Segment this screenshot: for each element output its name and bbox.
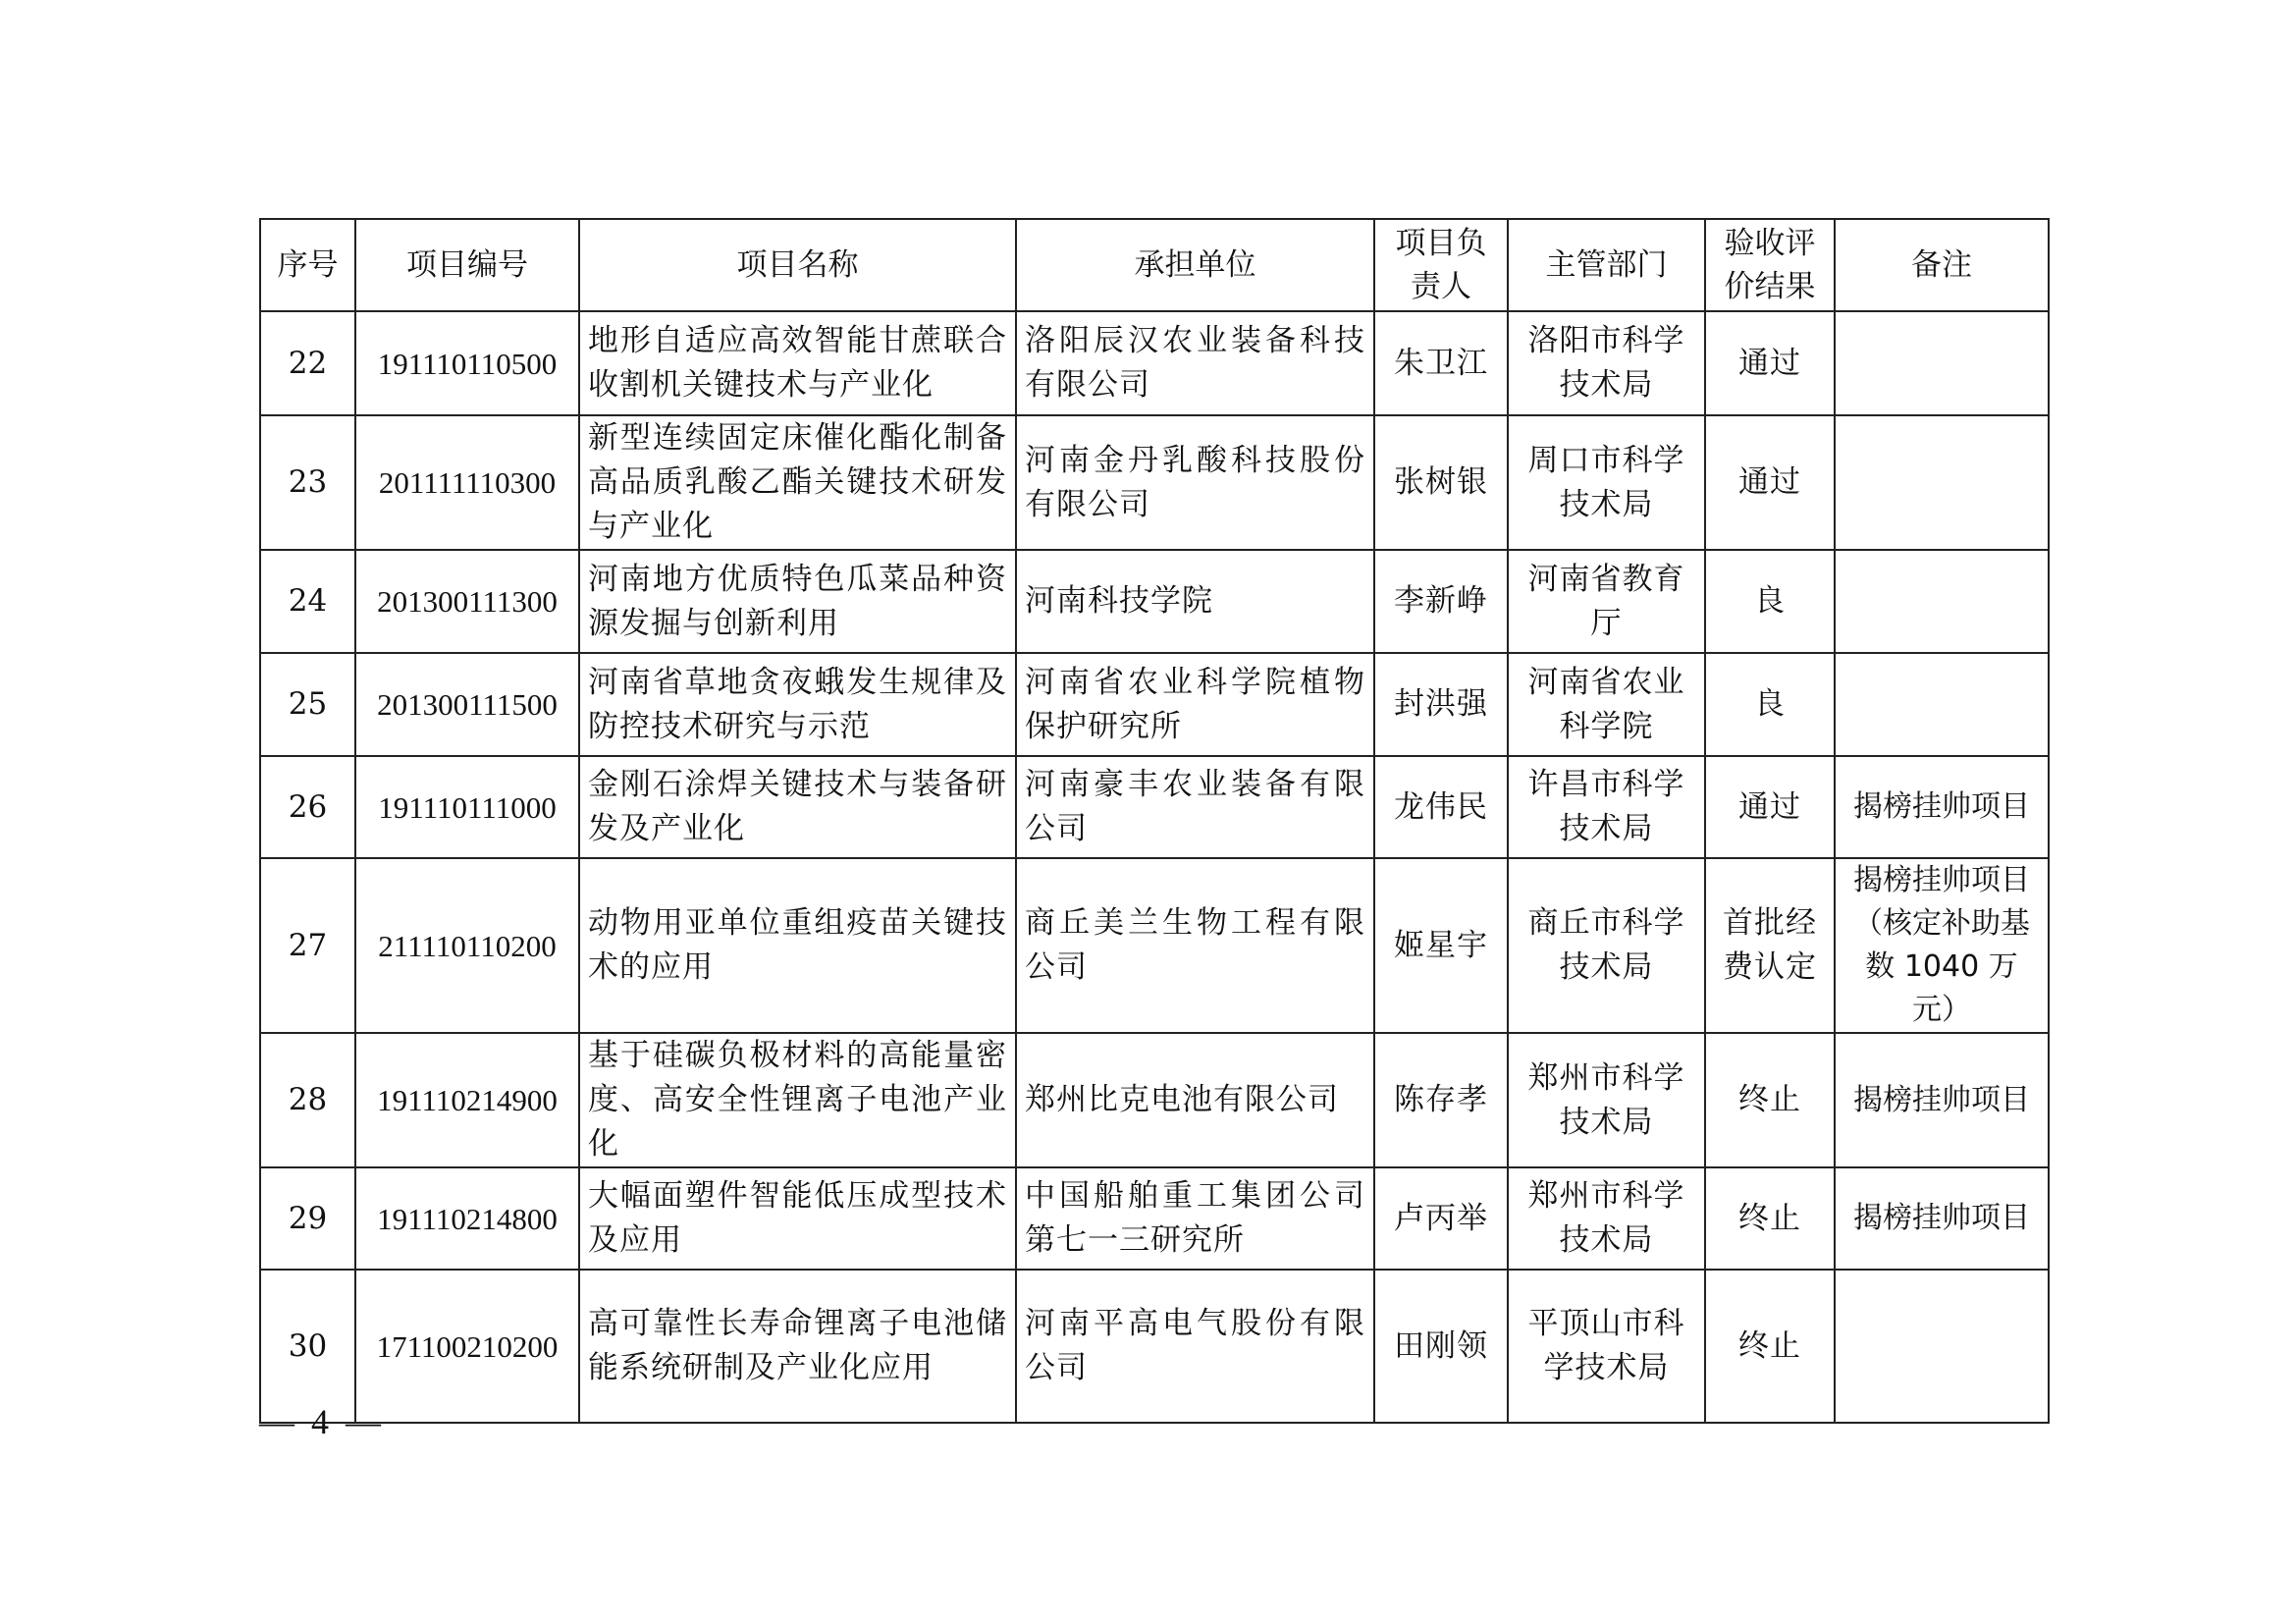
- cell-note: 揭榜挂帅项目: [1835, 756, 2049, 858]
- cell-seq: 27: [260, 858, 355, 1033]
- cell-unit: 河南金丹乳酸科技股份有限公司: [1016, 415, 1374, 550]
- cell-leader: 陈存孝: [1374, 1033, 1508, 1167]
- cell-result: 首批经费认定: [1705, 858, 1835, 1033]
- cell-code: 211110110200: [355, 858, 579, 1033]
- cell-name: 地形自适应高效智能甘蔗联合收割机关键技术与产业化: [579, 311, 1016, 415]
- cell-code: 201300111500: [355, 653, 579, 756]
- cell-note: [1835, 550, 2049, 653]
- cell-leader: 卢丙举: [1374, 1167, 1508, 1270]
- page-number: — 4 —: [259, 1402, 385, 1441]
- cell-seq: 24: [260, 550, 355, 653]
- cell-seq: 23: [260, 415, 355, 550]
- cell-unit: 河南省农业科学院植物保护研究所: [1016, 653, 1374, 756]
- cell-unit: 河南豪丰农业装备有限公司: [1016, 756, 1374, 858]
- cell-leader: 龙伟民: [1374, 756, 1508, 858]
- cell-unit: 郑州比克电池有限公司: [1016, 1033, 1374, 1167]
- cell-name: 高可靠性长寿命锂离子电池储能系统研制及产业化应用: [579, 1270, 1016, 1423]
- cell-note: 揭榜挂帅项目（核定补助基数 1040 万元）: [1835, 858, 2049, 1033]
- cell-leader: 李新峥: [1374, 550, 1508, 653]
- table-row: [260, 550, 2049, 653]
- table-row: [260, 858, 2049, 1033]
- cell-note: 揭榜挂帅项目: [1835, 1167, 2049, 1270]
- cell-result: 通过: [1705, 756, 1835, 858]
- cell-dept: 商丘市科学技术局: [1508, 858, 1705, 1033]
- cell-unit: 洛阳辰汉农业装备科技有限公司: [1016, 311, 1374, 415]
- cell-unit: 河南平高电气股份有限公司: [1016, 1270, 1374, 1423]
- header-seq: 序号: [260, 219, 355, 311]
- cell-dept: 郑州市科学技术局: [1508, 1033, 1705, 1167]
- cell-leader: 封洪强: [1374, 653, 1508, 756]
- table-header-row: [260, 219, 2049, 311]
- table-row: [260, 1033, 2049, 1167]
- table-row: [260, 653, 2049, 756]
- cell-seq: 28: [260, 1033, 355, 1167]
- cell-dept: 平顶山市科学技术局: [1508, 1270, 1705, 1423]
- cell-leader: 朱卫江: [1374, 311, 1508, 415]
- cell-dept: 洛阳市科学技术局: [1508, 311, 1705, 415]
- project-acceptance-table: [259, 218, 2050, 1424]
- header-name: 项目名称: [579, 219, 1016, 311]
- cell-dept: 郑州市科学技术局: [1508, 1167, 1705, 1270]
- cell-unit: 商丘美兰生物工程有限公司: [1016, 858, 1374, 1033]
- cell-code: 201111110300: [355, 415, 579, 550]
- cell-result: 终止: [1705, 1033, 1835, 1167]
- cell-note: [1835, 653, 2049, 756]
- cell-note: [1835, 1270, 2049, 1423]
- cell-code: 191110111000: [355, 756, 579, 858]
- header-unit: 承担单位: [1016, 219, 1374, 311]
- cell-dept: 许昌市科学技术局: [1508, 756, 1705, 858]
- cell-leader: 张树银: [1374, 415, 1508, 550]
- header-leader: 项目负责人: [1374, 219, 1508, 311]
- cell-result: 通过: [1705, 311, 1835, 415]
- cell-note: 揭榜挂帅项目: [1835, 1033, 2049, 1167]
- header-code: 项目编号: [355, 219, 579, 311]
- cell-name: 新型连续固定床催化酯化制备高品质乳酸乙酯关键技术研发与产业化: [579, 415, 1016, 550]
- table-row: [260, 415, 2049, 550]
- cell-dept: 河南省农业科学院: [1508, 653, 1705, 756]
- table-row: [260, 1270, 2049, 1423]
- cell-dept: 河南省教育厅: [1508, 550, 1705, 653]
- header-dept: 主管部门: [1508, 219, 1705, 311]
- cell-note: [1835, 415, 2049, 550]
- cell-seq: 30: [260, 1270, 355, 1423]
- cell-name: 河南地方优质特色瓜菜品种资源发掘与创新利用: [579, 550, 1016, 653]
- cell-name: 金刚石涂焊关键技术与装备研发及产业化: [579, 756, 1016, 858]
- cell-result: 良: [1705, 550, 1835, 653]
- cell-code: 171100210200: [355, 1270, 579, 1423]
- cell-name: 大幅面塑件智能低压成型技术及应用: [579, 1167, 1016, 1270]
- cell-name: 河南省草地贪夜蛾发生规律及防控技术研究与示范: [579, 653, 1016, 756]
- cell-seq: 25: [260, 653, 355, 756]
- cell-note: [1835, 311, 2049, 415]
- header-note: 备注: [1835, 219, 2049, 311]
- cell-code: 191110214900: [355, 1033, 579, 1167]
- table-row: [260, 1167, 2049, 1270]
- cell-leader: 姬星宇: [1374, 858, 1508, 1033]
- cell-result: 良: [1705, 653, 1835, 756]
- cell-result: 终止: [1705, 1167, 1835, 1270]
- cell-seq: 22: [260, 311, 355, 415]
- cell-unit: 河南科技学院: [1016, 550, 1374, 653]
- header-result: 验收评价结果: [1705, 219, 1835, 311]
- cell-name: 动物用亚单位重组疫苗关键技术的应用: [579, 858, 1016, 1033]
- cell-code: 201300111300: [355, 550, 579, 653]
- cell-dept: 周口市科学技术局: [1508, 415, 1705, 550]
- cell-result: 终止: [1705, 1270, 1835, 1423]
- cell-seq: 26: [260, 756, 355, 858]
- cell-code: 191110110500: [355, 311, 579, 415]
- table-row: [260, 756, 2049, 858]
- cell-seq: 29: [260, 1167, 355, 1270]
- table-row: [260, 311, 2049, 415]
- cell-leader: 田刚领: [1374, 1270, 1508, 1423]
- cell-result: 通过: [1705, 415, 1835, 550]
- cell-code: 191110214800: [355, 1167, 579, 1270]
- cell-unit: 中国船舶重工集团公司第七一三研究所: [1016, 1167, 1374, 1270]
- cell-name: 基于硅碳负极材料的高能量密度、高安全性锂离子电池产业化: [579, 1033, 1016, 1167]
